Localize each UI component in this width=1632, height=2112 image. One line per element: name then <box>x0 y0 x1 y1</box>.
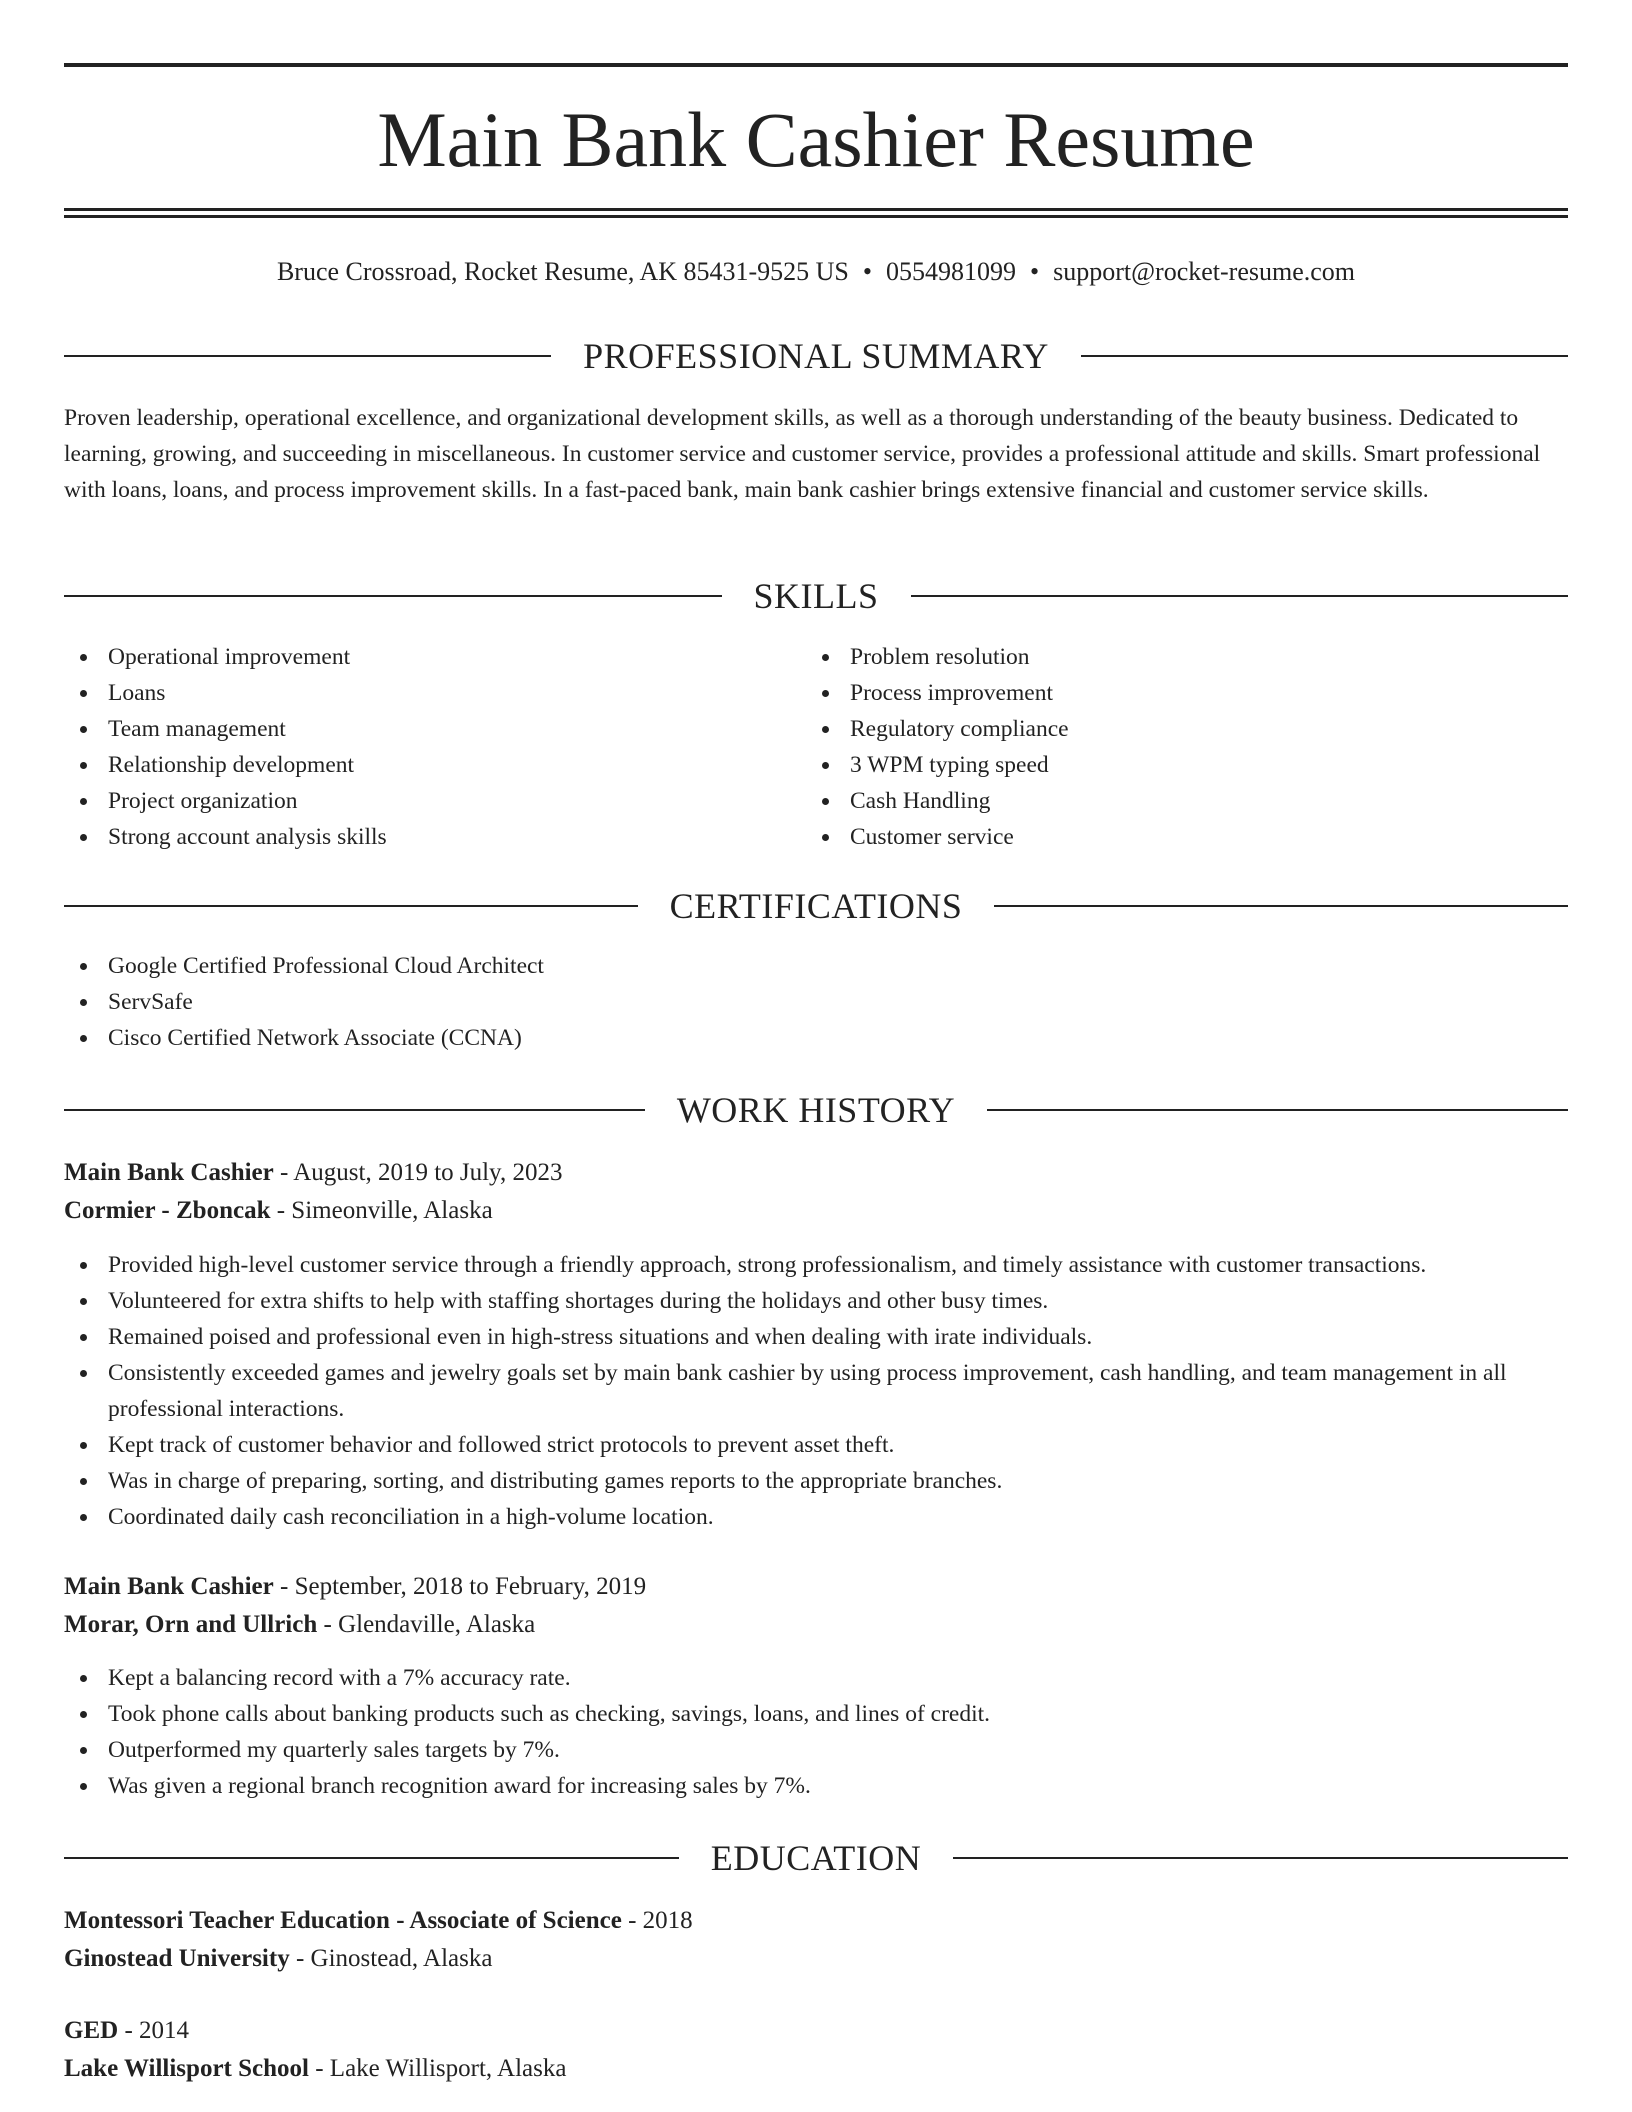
skill-item: Problem resolution <box>806 639 1526 675</box>
section-rule <box>994 905 1568 907</box>
job-bullet: Consistently exceeded games and jewelry goals set by main bank cashier by using process improvement, cash handling, and team management in all professional interactions. <box>64 1355 1568 1427</box>
contact-phone: 0554981099 <box>886 257 1016 286</box>
top-rule <box>64 63 1568 67</box>
contact-separator: • <box>862 257 872 286</box>
education-school-line <box>64 1940 1568 1978</box>
section-header-certifications <box>64 884 1568 928</box>
job-bullet: Provided high-level customer service through a friendly approach, strong professionalism, and timely assistance with customer transactions. <box>64 1247 1568 1283</box>
section-header-summary <box>64 334 1568 378</box>
job-bullets <box>64 1247 1568 1535</box>
section-rule <box>1081 355 1568 357</box>
job-bullet: Took phone calls about banking products such as checking, savings, loans, and lines of credit. <box>64 1696 1568 1732</box>
education-school-line <box>64 2050 1568 2088</box>
education-year: - 2018 <box>621 1907 693 1934</box>
section-rule <box>64 1109 645 1111</box>
section-title-summary: PROFESSIONAL SUMMARY <box>583 336 1049 376</box>
skill-item: Loans <box>64 675 784 711</box>
skill-item: 3 WPM typing speed <box>806 747 1526 783</box>
contact-address: Bruce Crossroad, Rocket Resume, AK 85431-9525 US <box>276 257 849 286</box>
skill-item: Cash Handling <box>806 783 1526 819</box>
job-entry <box>64 1154 1568 1230</box>
section-rule <box>987 1109 1568 1111</box>
education-degree: GED <box>64 2017 119 2044</box>
job-company: Morar, Orn and Ullrich <box>64 1611 318 1638</box>
certification-item: Cisco Certified Network Associate (CCNA) <box>64 1020 1568 1056</box>
skill-item: Customer service <box>806 819 1526 855</box>
education-school: Ginostead University <box>64 1945 290 1972</box>
education-degree-line <box>64 2012 1568 2050</box>
skill-item: Strong account analysis skills <box>64 819 784 855</box>
section-rule <box>64 595 722 597</box>
contact-email: support@rocket-resume.com <box>1053 257 1356 286</box>
skill-item: Process improvement <box>806 675 1526 711</box>
skills-list-right <box>806 639 1526 855</box>
section-title-skills: SKILLS <box>753 576 879 616</box>
job-location: - Simeonville, Alaska <box>270 1197 493 1224</box>
job-bullet: Coordinated daily cash reconciliation in a high-volume location. <box>64 1499 1568 1535</box>
job-dates: - September, 2018 to February, 2019 <box>273 1573 647 1600</box>
section-rule <box>64 1857 679 1859</box>
job-bullet: Volunteered for extra shifts to help with staffing shortages during the holidays and other busy times. <box>64 1283 1568 1319</box>
education-degree: Montessori Teacher Education - Associate of Science <box>64 1907 622 1934</box>
contact-line <box>64 254 1568 290</box>
job-company-line <box>64 1606 1568 1644</box>
job-title: Main Bank Cashier <box>64 1573 274 1600</box>
education-school: Lake Willisport School <box>64 2055 309 2082</box>
education-location: - Lake Willisport, Alaska <box>308 2055 567 2082</box>
education-year: - 2014 <box>118 2017 190 2044</box>
section-title-work-history: WORK HISTORY <box>676 1090 956 1130</box>
job-bullet: Was in charge of preparing, sorting, and distributing games reports to the appropriate branches. <box>64 1463 1568 1499</box>
certification-item: Google Certified Professional Cloud Architect <box>64 948 1568 984</box>
section-header-work-history <box>64 1088 1568 1132</box>
education-location: - Ginostead, Alaska <box>289 1945 493 1972</box>
skill-item: Relationship development <box>64 747 784 783</box>
skill-item: Team management <box>64 711 784 747</box>
job-company-line <box>64 1192 1568 1230</box>
certifications-list <box>64 948 1568 1056</box>
section-title-education: EDUCATION <box>710 1838 922 1878</box>
job-title: Main Bank Cashier <box>64 1159 274 1186</box>
education-entry <box>64 1902 1568 1978</box>
education-entry <box>64 2012 1568 2088</box>
skills-list-left <box>64 639 784 855</box>
job-title-line <box>64 1568 1568 1606</box>
section-rule <box>64 355 551 357</box>
job-bullet: Remained poised and professional even in high-stress situations and when dealing with irate individuals. <box>64 1319 1568 1355</box>
job-bullet: Was given a regional branch recognition award for increasing sales by 7%. <box>64 1768 1568 1804</box>
page-title: Main Bank Cashier Resume <box>377 96 1255 183</box>
skill-item: Project organization <box>64 783 784 819</box>
job-bullet: Kept track of customer behavior and followed strict protocols to prevent asset theft. <box>64 1427 1568 1463</box>
job-title-line <box>64 1154 1568 1192</box>
section-header-skills <box>64 574 1568 618</box>
section-header-education <box>64 1836 1568 1880</box>
job-dates: - August, 2019 to July, 2023 <box>273 1159 563 1186</box>
skill-item: Operational improvement <box>64 639 784 675</box>
section-rule <box>911 595 1569 597</box>
job-bullet: Kept a balancing record with a 7% accuracy rate. <box>64 1660 1568 1696</box>
job-entry <box>64 1568 1568 1644</box>
section-rule <box>953 1857 1568 1859</box>
certification-item: ServSafe <box>64 984 1568 1020</box>
skill-item: Regulatory compliance <box>806 711 1526 747</box>
education-degree-line <box>64 1902 1568 1940</box>
job-bullets <box>64 1660 1568 1804</box>
section-title-certifications: CERTIFICATIONS <box>669 886 963 926</box>
section-rule <box>64 905 638 907</box>
title-double-rule <box>64 208 1568 218</box>
job-location: - Glendaville, Alaska <box>317 1611 536 1638</box>
job-company: Cormier - Zboncak <box>64 1197 271 1224</box>
job-bullet: Outperformed my quarterly sales targets by 7%. <box>64 1732 1568 1768</box>
summary-text: Proven leadership, operational excellence, and organizational development skills, as well as a thorough understanding of the beauty business. Dedicated to learning, growing, and succeeding in miscellaneous. In customer service and customer service, provides a professional attitude and skills. Smart professional with loans, loans, and process improvement skills. In a fast-paced bank, main bank cashier brings extensive financial and customer service skills. <box>64 405 1541 503</box>
contact-separator: • <box>1030 257 1040 286</box>
